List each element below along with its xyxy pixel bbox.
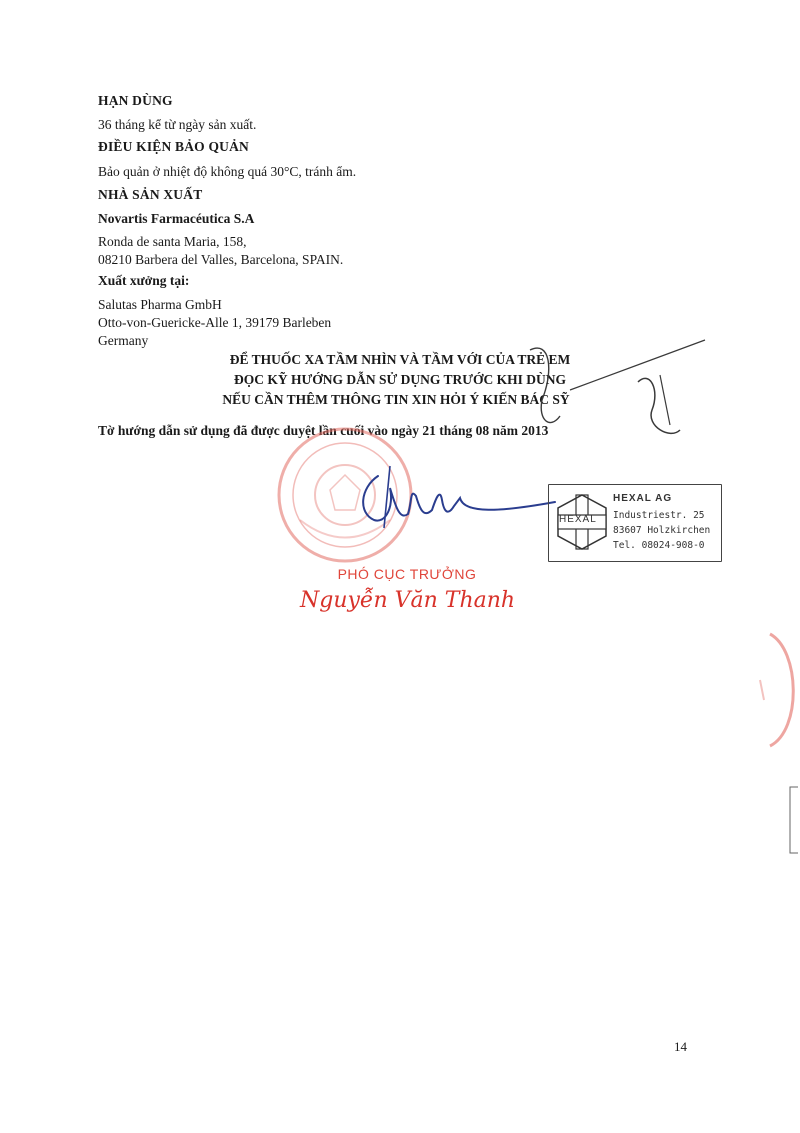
company-stamp [548,484,722,562]
expiry-text: 36 tháng kể từ ngày sản xuất. [98,117,257,132]
official-title: PHÓ CỤC TRƯỞNG [337,566,477,582]
manufacturer-address-1: Ronda de santa Maria, 158, [98,234,247,249]
warning-children: ĐỂ THUỐC XA TẦM NHÌN VÀ TẦM VỚI CỦA TRẺ EM [229,352,571,367]
release-site-name: Salutas Pharma GmbH [98,297,222,312]
initials-signature-icon [520,330,710,450]
stamp-phone: Tel. 08024-908-0 [613,540,705,551]
warning-ask-doctor: NẾU CẦN THÊM THÔNG TIN XIN HỎI Ý KIẾN BÁC SỸ [222,392,570,407]
approval-note: Tờ hướng dẫn sử dụng đã được duyệt lần cuối vào ngày 21 tháng 08 năm 2013 [98,423,549,438]
storage-heading: ĐIỀU KIỆN BẢO QUẢN [98,139,249,154]
partial-seal-icon [730,630,800,750]
stamp-street: Industriestr. 25 [613,510,705,521]
release-site-heading: Xuất xưởng tại: [98,273,190,288]
manufacturer-address-2: 08210 Barbera del Valles, Barcelona, SPAIN. [98,252,344,267]
edge-mark-icon [770,785,800,855]
release-site-country: Germany [98,333,149,348]
stamp-company-name: HEXAL AG [613,493,673,504]
release-site-address: Otto-von-Guericke-Alle 1, 39179 Barleben [98,315,332,330]
approver-signature-icon [350,458,560,538]
page-number: 14 [674,1039,687,1054]
stamp-city: 83607 Holzkirchen [613,525,711,536]
hexal-logo-text: HEXAL [559,514,597,525]
expiry-heading: HẠN DÙNG [98,93,173,108]
official-name: Nguyễn Văn Thanh [300,588,516,613]
manufacturer-heading: NHÀ SẢN XUẤT [98,187,203,202]
manufacturer-name: Novartis Farmacéutica S.A [98,211,255,226]
warning-read-instructions: ĐỌC KỸ HƯỚNG DẪN SỬ DỤNG TRƯỚC KHI DÙNG [233,372,566,387]
storage-text: Bảo quản ở nhiệt độ không quá 30°C, tránh ẩm. [98,164,357,179]
